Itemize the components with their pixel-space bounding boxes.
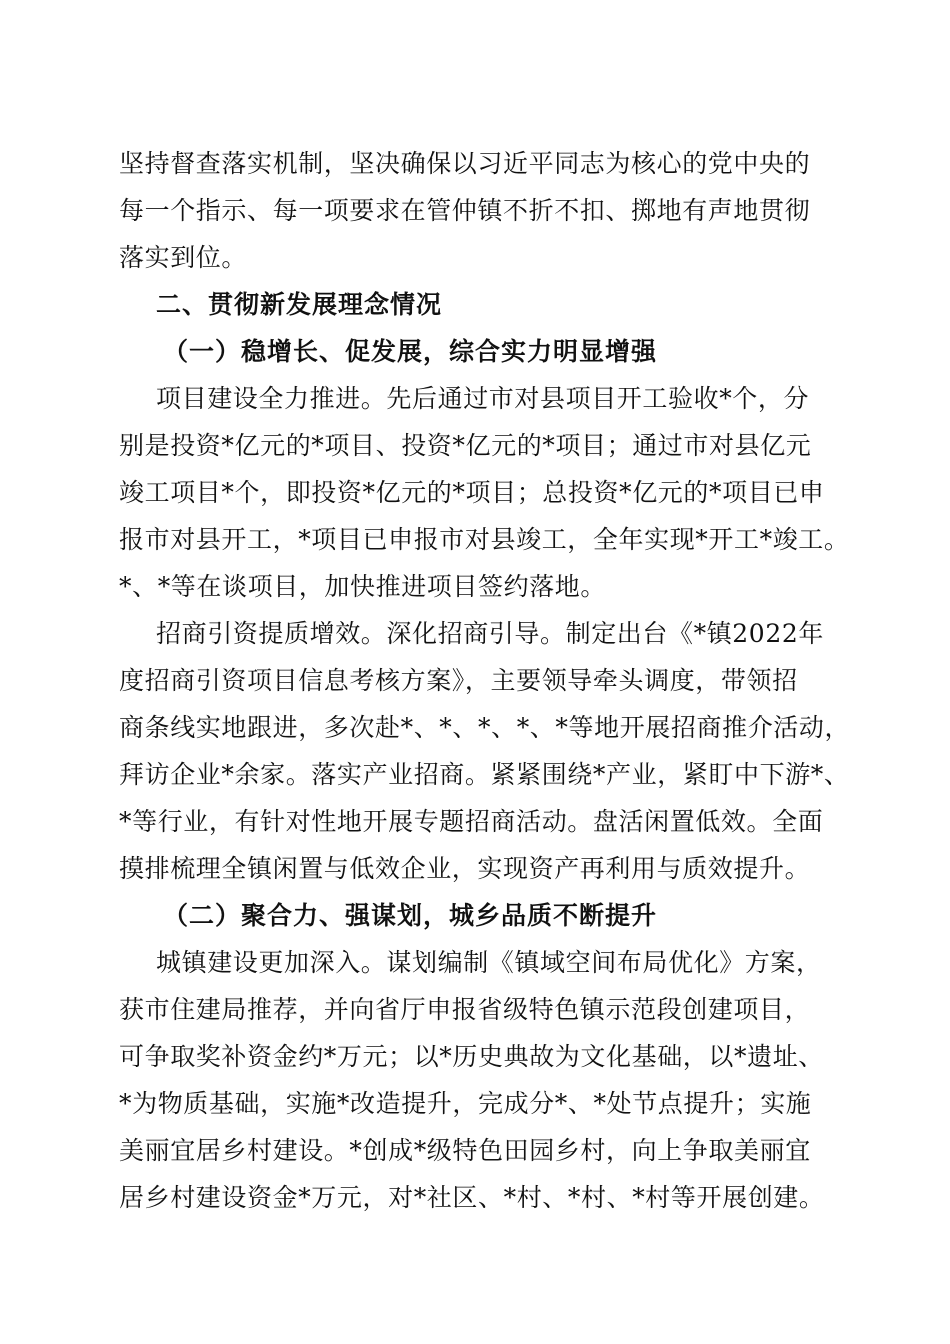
- body-text-line: 可争取奖补资金约*万元；以*历史典故为文化基础，以*遗址、: [119, 1042, 824, 1071]
- body-text-line: 别是投资*亿元的*项目、投资*亿元的*项目；通过市对县亿元: [119, 431, 812, 460]
- paragraph-first-line: 城镇建设更加深入。谋划编制《镇域空间布局优化》方案，: [156, 948, 822, 977]
- body-text-line: 每一个指示、每一项要求在管仲镇不折不扣、掷地有声地贯彻: [119, 196, 811, 225]
- body-text-line: 商条线实地跟进，多次赴*、*、*、*、*等地开展招商推介活动，: [119, 713, 851, 742]
- paragraph-first-line: 招商引资提质增效。深化招商引导。制定出台《*镇2022年: [156, 619, 824, 648]
- body-text-line: *等行业，有针对性地开展专题招商活动。盘活闲置低效。全面: [119, 807, 824, 836]
- body-text-line: 报市对县开工，*项目已申报市对县竣工，全年实现*开工*竣工。: [119, 525, 850, 554]
- section-heading: 二、贯彻新发展理念情况: [156, 290, 443, 319]
- body-text-line: 拜访企业*余家。落实产业招商。紧紧围绕*产业，紧盯中下游*、: [119, 760, 850, 789]
- body-text-line: 获市住建局推荐，并向省厅申报省级特色镇示范段创建项目，: [119, 995, 811, 1024]
- body-text-line: 竣工项目*个，即投资*亿元的*项目；总投资*亿元的*项目已申: [119, 478, 825, 507]
- body-text-line: 落实到位。: [119, 243, 248, 272]
- body-text-line: 美丽宜居乡村建设。*创成*级特色田园乡村，向上争取美丽宜: [119, 1136, 811, 1165]
- paragraph-first-line: 项目建设全力推进。先后通过市对县项目开工验收*个，分: [156, 384, 810, 413]
- body-text-line: *、*等在谈项目，加快推进项目签约落地。: [119, 572, 607, 601]
- body-text-line: *为物质基础，实施*改造提升，完成分*、*处节点提升；实施: [119, 1089, 812, 1118]
- body-text-line: 坚持督查落实机制，坚决确保以习近平同志为核心的党中央的: [119, 149, 811, 178]
- subsection-heading: （一）稳增长、促发展，综合实力明显增强: [163, 337, 658, 366]
- body-text-line: 度招商引资项目信息考核方案》，主要领导牵头调度，带领招: [119, 666, 798, 695]
- subsection-heading: （二）聚合力、强谋划，城乡品质不断提升: [163, 901, 658, 930]
- body-text-line: 居乡村建设资金*万元，对*社区、*村、*村、*村等开展创建。: [119, 1183, 825, 1212]
- document-body: [119, 140, 851, 1221]
- body-text-line: 摸排梳理全镇闲置与低效企业，实现资产再利用与质效提升。: [119, 854, 811, 883]
